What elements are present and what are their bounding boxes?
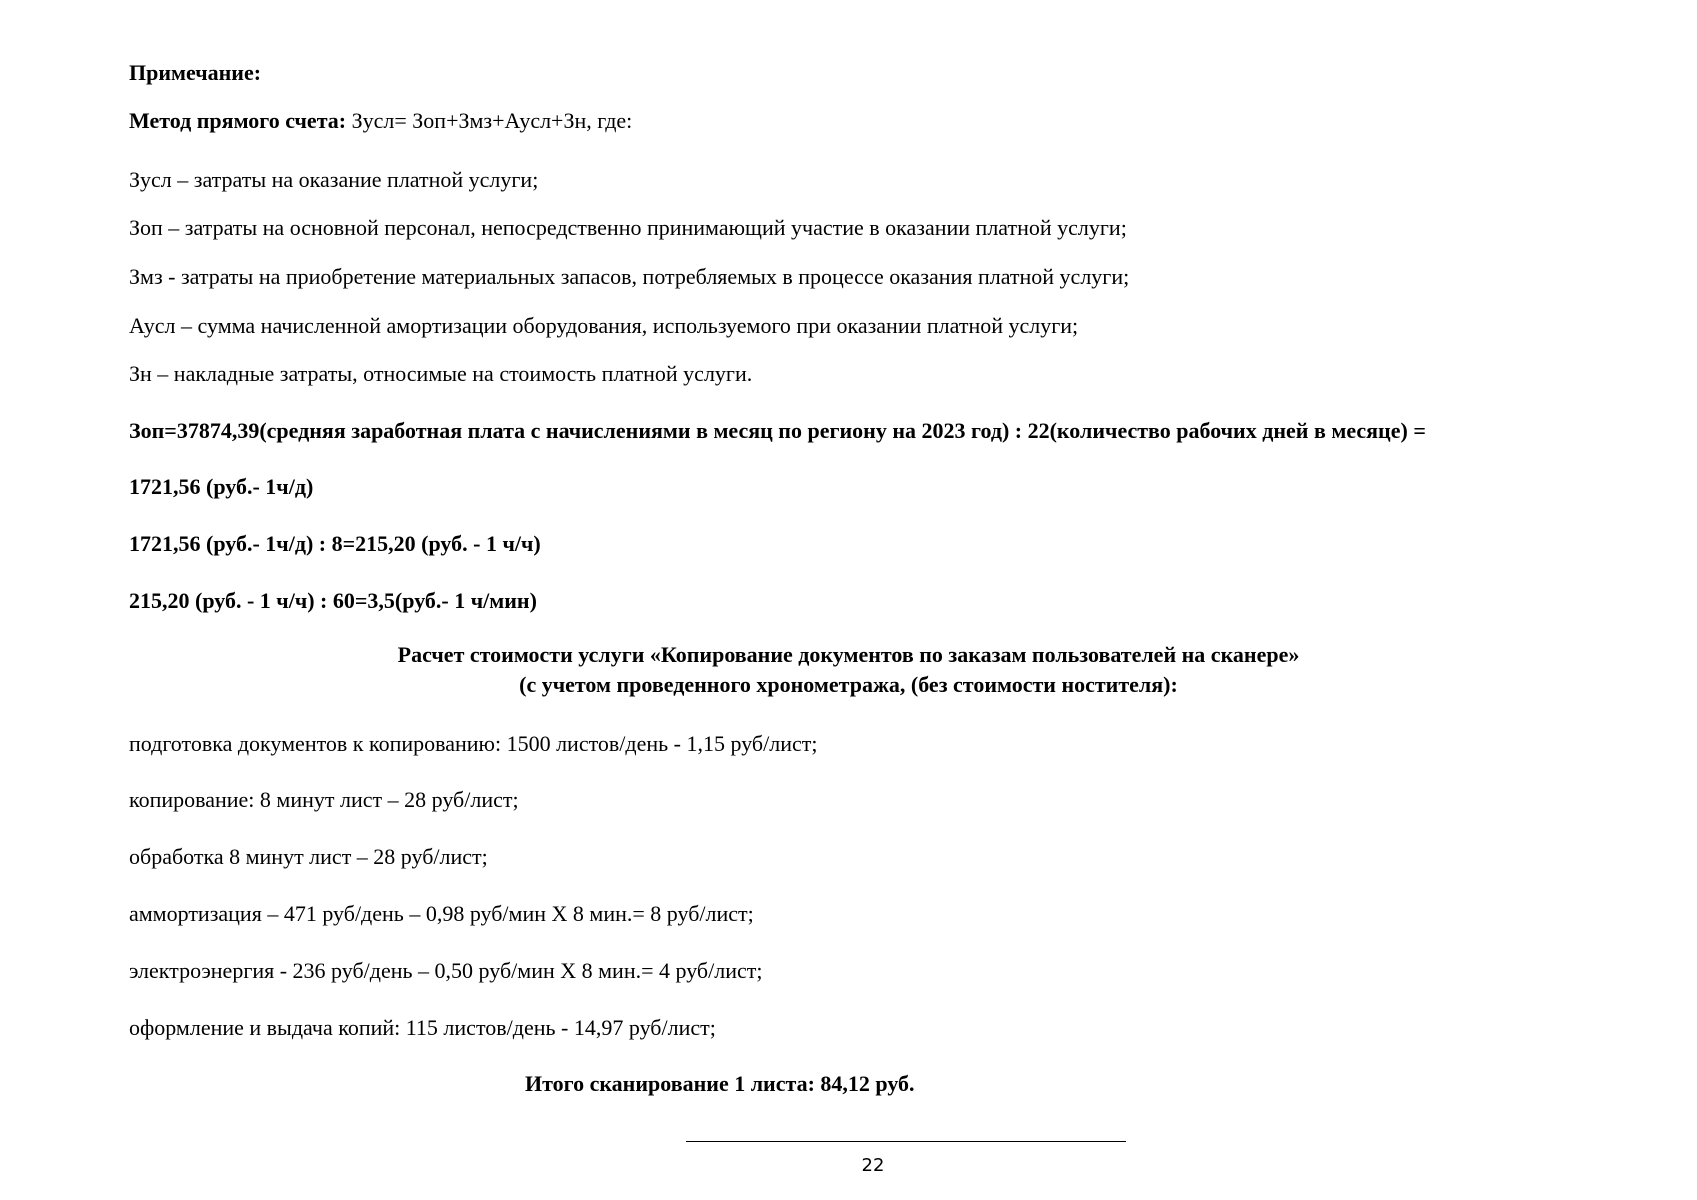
service-total: Итого сканирование 1 листа: 84,12 руб.	[525, 1071, 915, 1096]
service-item-amortization: аммортизация – 471 руб/день – 0,98 руб/мин Х 8 мин.= 8 руб/лист;	[129, 901, 754, 926]
service-item-copying: копирование: 8 минут лист – 28 руб/лист;	[129, 787, 519, 812]
service-item-processing: обработка 8 минут лист – 28 руб/лист;	[129, 844, 488, 869]
service-item-issuance: оформление и выдача копий: 115 листов/день - 14,97 руб/лист;	[129, 1015, 716, 1040]
method-formula: Зусл= Зоп+Змз+Аусл+Зн, где:	[346, 108, 633, 133]
page-number: 22	[861, 1155, 885, 1176]
method-label: Метод прямого счета:	[129, 108, 347, 133]
calculation-minute-rate: 215,20 (руб. - 1 ч/ч) : 60=3,5(руб.- 1 ч/мин)	[129, 588, 537, 613]
calculation-daily-rate: 1721,56 (руб.- 1ч/д)	[129, 474, 314, 499]
service-item-electricity: электроэнергия - 236 руб/день – 0,50 руб/мин Х 8 мин.= 4 руб/лист;	[129, 958, 763, 983]
definition-zn: Зн – накладные затраты, относимые на стоимость платной услуги.	[129, 361, 753, 386]
method-line	[129, 108, 632, 134]
calculation-hourly-rate: 1721,56 (руб.- 1ч/д) : 8=215,20 (руб. - 1 ч/ч)	[129, 531, 541, 556]
definition-ausl: Аусл – сумма начисленной амортизации оборудования, используемого при оказании платной услуги;	[129, 313, 1079, 338]
service-item-preparation: подготовка документов к копированию: 1500 листов/день - 1,15 руб/лист;	[129, 731, 818, 756]
definition-zmz: Змз - затраты на приобретение материальных запасов, потребляемых в процессе оказания платной услуги;	[129, 264, 1130, 289]
service-title-line1: Расчет стоимости услуги «Копирование документов по заказам пользователей на сканере»	[397, 642, 1300, 667]
note-heading: Примечание:	[129, 60, 262, 85]
service-title-line2: (с учетом проведенного хронометража, (без стоимости ноcтителя):	[519, 672, 1178, 697]
definition-zop: Зоп – затраты на основной персонал, непосредственно принимающий участие в оказании платной услуги;	[129, 215, 1127, 240]
footer-divider	[686, 1141, 1126, 1142]
calculation-zop: Зоп=37874,39(средняя заработная плата с начислениями в месяц по региону на 2023 год) : 22(количество рабочих дней в месяце) =	[129, 418, 1426, 443]
definition-zusl: Зусл – затраты на оказание платной услуги;	[129, 167, 539, 192]
